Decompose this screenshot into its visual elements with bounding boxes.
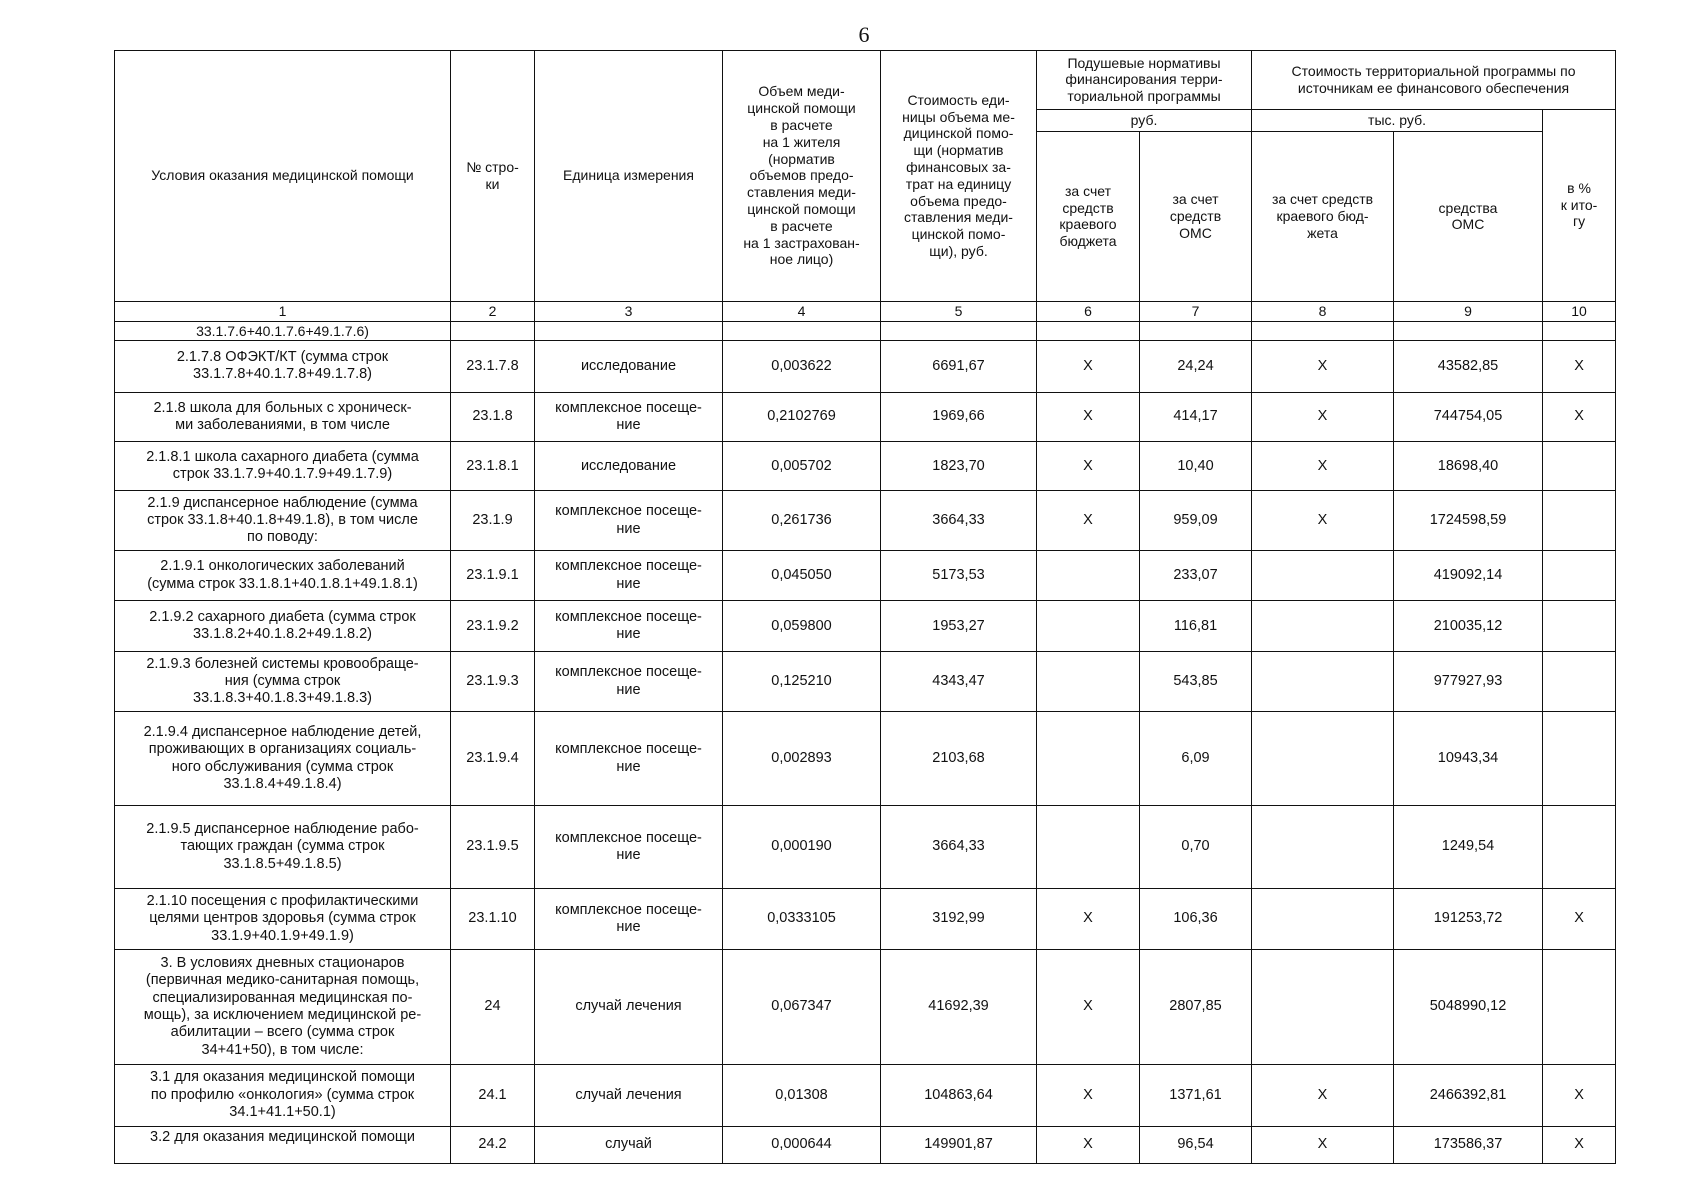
row-percent-of-total <box>1543 806 1616 889</box>
row-unit-cost: 6691,67 <box>881 340 1037 392</box>
row-regional-budget-thousand: X <box>1252 1064 1394 1127</box>
row-number: 23.1.9.3 <box>451 652 535 712</box>
column-number: 1 <box>115 301 451 322</box>
row-regional-budget-rub: X <box>1037 950 1140 1064</box>
row-unit-cost: 104863,64 <box>881 1064 1037 1127</box>
table-row <box>115 950 1616 1064</box>
column-number: 10 <box>1543 301 1616 322</box>
row-unit-cost: 149901,87 <box>881 1127 1037 1164</box>
row-regional-budget-rub <box>1037 806 1140 889</box>
header-unit-cost: Стоимость еди- ницы объема ме- дицинской помо- щи (норматив финансовых за- трат на единицу объема предо- ставления меди- цинской помо- щи), руб. <box>881 51 1037 302</box>
table-row <box>115 601 1616 652</box>
row-unit-cost: 2103,68 <box>881 712 1037 806</box>
row-percent-of-total: X <box>1543 888 1616 950</box>
header-conditions: Условия оказания медицинской помощи <box>115 51 451 302</box>
row-regional-budget-thousand: X <box>1252 393 1394 442</box>
header-volume: Объем меди- цинской помощи в расчете на 1 жителя (норматив объемов предо- ставления меди- цинской помощи в расчете на 1 застрахован- ное лицо) <box>723 51 881 302</box>
row-regional-budget-rub <box>1037 322 1140 341</box>
row-unit: комплексное посеще- ние <box>535 888 723 950</box>
header-row-1 <box>115 51 1616 110</box>
row-unit: исследование <box>535 340 723 392</box>
row-volume: 0,045050 <box>723 551 881 601</box>
header-per-capita-norms: Подушевые нормативы финансирования терри- ториальной программы <box>1037 51 1252 110</box>
row-unit-cost: 5173,53 <box>881 551 1037 601</box>
row-regional-budget-thousand: X <box>1252 491 1394 551</box>
row-unit-cost: 3664,33 <box>881 806 1037 889</box>
row-percent-of-total <box>1543 652 1616 712</box>
table-row <box>115 652 1616 712</box>
row-volume: 0,01308 <box>723 1064 881 1127</box>
row-oms-thousand: 419092,14 <box>1394 551 1543 601</box>
row-oms-rub: 2807,85 <box>1140 950 1252 1064</box>
row-unit: случай <box>535 1127 723 1164</box>
row-oms-thousand: 210035,12 <box>1394 601 1543 652</box>
row-number: 23.1.9 <box>451 491 535 551</box>
row-percent-of-total <box>1543 491 1616 551</box>
row-volume: 0,000190 <box>723 806 881 889</box>
row-condition: 2.1.9.4 диспансерное наблюдение детей, проживающих в организациях социаль- ного обслуживания (сумма строк 33.1.8.4+49.1.8.4) <box>115 712 451 806</box>
row-regional-budget-rub <box>1037 712 1140 806</box>
row-oms-rub: 0,70 <box>1140 806 1252 889</box>
column-number: 7 <box>1140 301 1252 322</box>
row-condition: 2.1.8 школа для больных с хроническ- ми заболеваниями, в том числе <box>115 393 451 442</box>
row-unit <box>535 322 723 341</box>
row-percent-of-total <box>1543 551 1616 601</box>
row-unit: комплексное посеще- ние <box>535 601 723 652</box>
row-regional-budget-rub <box>1037 601 1140 652</box>
row-regional-budget-rub <box>1037 652 1140 712</box>
table-row <box>115 888 1616 950</box>
row-condition: 2.1.9.3 болезней системы кровообраще- ния (сумма строк 33.1.8.3+40.1.8.3+49.1.8.3) <box>115 652 451 712</box>
row-oms-thousand: 191253,72 <box>1394 888 1543 950</box>
table-row <box>115 1064 1616 1127</box>
row-percent-of-total <box>1543 322 1616 341</box>
row-condition: 3.2 для оказания медицинской помощи <box>115 1127 451 1164</box>
row-unit-cost: 1823,70 <box>881 442 1037 491</box>
header-regional-budget-thousand: за счет средств краевого бюд- жета <box>1252 132 1394 301</box>
column-number: 3 <box>535 301 723 322</box>
row-volume: 0,003622 <box>723 340 881 392</box>
row-oms-rub: 116,81 <box>1140 601 1252 652</box>
row-regional-budget-thousand: X <box>1252 340 1394 392</box>
row-number: 23.1.9.5 <box>451 806 535 889</box>
row-volume: 0,059800 <box>723 601 881 652</box>
row-oms-thousand: 1724598,59 <box>1394 491 1543 551</box>
row-regional-budget-thousand <box>1252 601 1394 652</box>
row-oms-thousand: 5048990,12 <box>1394 950 1543 1064</box>
row-condition: 2.1.9.5 диспансерное наблюдение рабо- тающих граждан (сумма строк 33.1.8.5+49.1.8.5) <box>115 806 451 889</box>
row-volume: 0,005702 <box>723 442 881 491</box>
row-unit: исследование <box>535 442 723 491</box>
table-row <box>115 712 1616 806</box>
table-row <box>115 551 1616 601</box>
row-regional-budget-thousand <box>1252 712 1394 806</box>
row-condition: 2.1.9 диспансерное наблюдение (сумма строк 33.1.8+40.1.8+49.1.8), в том числе по поводу: <box>115 491 451 551</box>
row-regional-budget-rub: X <box>1037 1127 1140 1164</box>
row-oms-rub: 106,36 <box>1140 888 1252 950</box>
row-percent-of-total <box>1543 950 1616 1064</box>
row-condition: 33.1.7.6+40.1.7.6+49.1.7.6) <box>115 322 451 341</box>
row-unit-cost: 1953,27 <box>881 601 1037 652</box>
table-row <box>115 340 1616 392</box>
row-oms-thousand: 43582,85 <box>1394 340 1543 392</box>
row-oms-thousand: 173586,37 <box>1394 1127 1543 1164</box>
row-number: 24.1 <box>451 1064 535 1127</box>
row-oms-thousand: 18698,40 <box>1394 442 1543 491</box>
row-condition: 2.1.9.2 сахарного диабета (сумма строк 33.1.8.2+40.1.8.2+49.1.8.2) <box>115 601 451 652</box>
row-volume: 0,2102769 <box>723 393 881 442</box>
row-number: 23.1.9.4 <box>451 712 535 806</box>
row-volume: 0,261736 <box>723 491 881 551</box>
row-condition: 2.1.8.1 школа сахарного диабета (сумма строк 33.1.7.9+40.1.7.9+49.1.7.9) <box>115 442 451 491</box>
column-number: 4 <box>723 301 881 322</box>
row-regional-budget-thousand: X <box>1252 1127 1394 1164</box>
row-percent-of-total <box>1543 442 1616 491</box>
row-oms-thousand: 1249,54 <box>1394 806 1543 889</box>
row-oms-rub: 96,54 <box>1140 1127 1252 1164</box>
header-percent-of-total: в % к ито- гу <box>1543 109 1616 301</box>
header-unit: Единица измерения <box>535 51 723 302</box>
table-row <box>115 1127 1616 1164</box>
row-number: 23.1.9.2 <box>451 601 535 652</box>
header-program-cost: Стоимость территориальной программы по источникам ее финансового обеспечения <box>1252 51 1616 110</box>
row-oms-rub: 10,40 <box>1140 442 1252 491</box>
financing-table <box>114 50 1616 1164</box>
table-row <box>115 806 1616 889</box>
row-oms-rub: 959,09 <box>1140 491 1252 551</box>
column-numbers-row <box>115 301 1616 322</box>
header-oms-thousand: средства ОМС <box>1394 132 1543 301</box>
row-unit-cost: 3664,33 <box>881 491 1037 551</box>
row-volume: 0,000644 <box>723 1127 881 1164</box>
row-condition: 2.1.7.8 ОФЭКТ/КТ (сумма строк 33.1.7.8+40.1.7.8+49.1.7.8) <box>115 340 451 392</box>
row-unit: случай лечения <box>535 1064 723 1127</box>
row-percent-of-total: X <box>1543 393 1616 442</box>
row-regional-budget-thousand <box>1252 551 1394 601</box>
row-oms-rub: 543,85 <box>1140 652 1252 712</box>
table-row <box>115 393 1616 442</box>
row-regional-budget-thousand <box>1252 652 1394 712</box>
row-regional-budget-thousand <box>1252 322 1394 341</box>
row-percent-of-total <box>1543 712 1616 806</box>
row-oms-thousand: 2466392,81 <box>1394 1064 1543 1127</box>
row-unit: комплексное посеще- ние <box>535 712 723 806</box>
row-regional-budget-rub: X <box>1037 340 1140 392</box>
row-regional-budget-rub <box>1037 551 1140 601</box>
row-regional-budget-thousand <box>1252 806 1394 889</box>
row-oms-rub: 1371,61 <box>1140 1064 1252 1127</box>
row-oms-rub: 24,24 <box>1140 340 1252 392</box>
row-oms-thousand: 744754,05 <box>1394 393 1543 442</box>
header-unit-rub: руб. <box>1037 109 1252 132</box>
row-number: 23.1.7.8 <box>451 340 535 392</box>
row-number: 23.1.10 <box>451 888 535 950</box>
row-oms-rub: 233,07 <box>1140 551 1252 601</box>
row-oms-rub: 414,17 <box>1140 393 1252 442</box>
row-regional-budget-rub: X <box>1037 442 1140 491</box>
row-oms-rub: 6,09 <box>1140 712 1252 806</box>
row-percent-of-total: X <box>1543 1127 1616 1164</box>
column-number: 2 <box>451 301 535 322</box>
row-percent-of-total: X <box>1543 340 1616 392</box>
header-unit-thousand-rub: тыс. руб. <box>1252 109 1543 132</box>
row-number: 24 <box>451 950 535 1064</box>
header-regional-budget-rub: за счет средств краевого бюджета <box>1037 132 1140 301</box>
row-regional-budget-rub: X <box>1037 491 1140 551</box>
row-unit: комплексное посеще- ние <box>535 393 723 442</box>
row-condition: 3. В условиях дневных стационаров (первичная медико-санитарная помощь, специализированная медицинская по- мощь), за исключением медицинской ре- абилитации – всего (сумма строк 34+41+50), в том числе: <box>115 950 451 1064</box>
column-number: 8 <box>1252 301 1394 322</box>
row-condition: 3.1 для оказания медицинской помощи по профилю «онкология» (сумма строк 34.1+41.1+50.1) <box>115 1064 451 1127</box>
table-row <box>115 322 1616 341</box>
row-volume: 0,002893 <box>723 712 881 806</box>
row-oms-thousand <box>1394 322 1543 341</box>
row-unit: комплексное посеще- ние <box>535 551 723 601</box>
table-row <box>115 442 1616 491</box>
row-regional-budget-thousand: X <box>1252 442 1394 491</box>
row-regional-budget-thousand <box>1252 950 1394 1064</box>
row-regional-budget-rub: X <box>1037 1064 1140 1127</box>
row-unit-cost: 41692,39 <box>881 950 1037 1064</box>
row-number: 23.1.9.1 <box>451 551 535 601</box>
row-number: 23.1.8 <box>451 393 535 442</box>
row-percent-of-total: X <box>1543 1064 1616 1127</box>
page-number: 6 <box>858 22 870 47</box>
row-volume: 0,0333105 <box>723 888 881 950</box>
row-unit: комплексное посеще- ние <box>535 652 723 712</box>
row-unit: комплексное посеще- ние <box>535 806 723 889</box>
row-number: 24.2 <box>451 1127 535 1164</box>
row-oms-thousand: 977927,93 <box>1394 652 1543 712</box>
row-oms-rub <box>1140 322 1252 341</box>
row-unit-cost <box>881 322 1037 341</box>
row-condition: 2.1.10 посещения с профилактическими целями центров здоровья (сумма строк 33.1.9+40.1.9+49.1.9) <box>115 888 451 950</box>
column-number: 9 <box>1394 301 1543 322</box>
row-regional-budget-thousand <box>1252 888 1394 950</box>
table-row <box>115 491 1616 551</box>
row-condition: 2.1.9.1 онкологических заболеваний (сумма строк 33.1.8.1+40.1.8.1+49.1.8.1) <box>115 551 451 601</box>
column-number: 5 <box>881 301 1037 322</box>
row-volume: 0,125210 <box>723 652 881 712</box>
row-number <box>451 322 535 341</box>
header-row-number: № стро- ки <box>451 51 535 302</box>
header-oms-rub: за счет средств ОМС <box>1140 132 1252 301</box>
row-percent-of-total <box>1543 601 1616 652</box>
row-regional-budget-rub: X <box>1037 393 1140 442</box>
row-volume <box>723 322 881 341</box>
row-regional-budget-rub: X <box>1037 888 1140 950</box>
row-unit: комплексное посеще- ние <box>535 491 723 551</box>
row-unit-cost: 1969,66 <box>881 393 1037 442</box>
row-unit: случай лечения <box>535 950 723 1064</box>
row-unit-cost: 3192,99 <box>881 888 1037 950</box>
row-unit-cost: 4343,47 <box>881 652 1037 712</box>
column-number: 6 <box>1037 301 1140 322</box>
row-number: 23.1.8.1 <box>451 442 535 491</box>
row-volume: 0,067347 <box>723 950 881 1064</box>
row-oms-thousand: 10943,34 <box>1394 712 1543 806</box>
